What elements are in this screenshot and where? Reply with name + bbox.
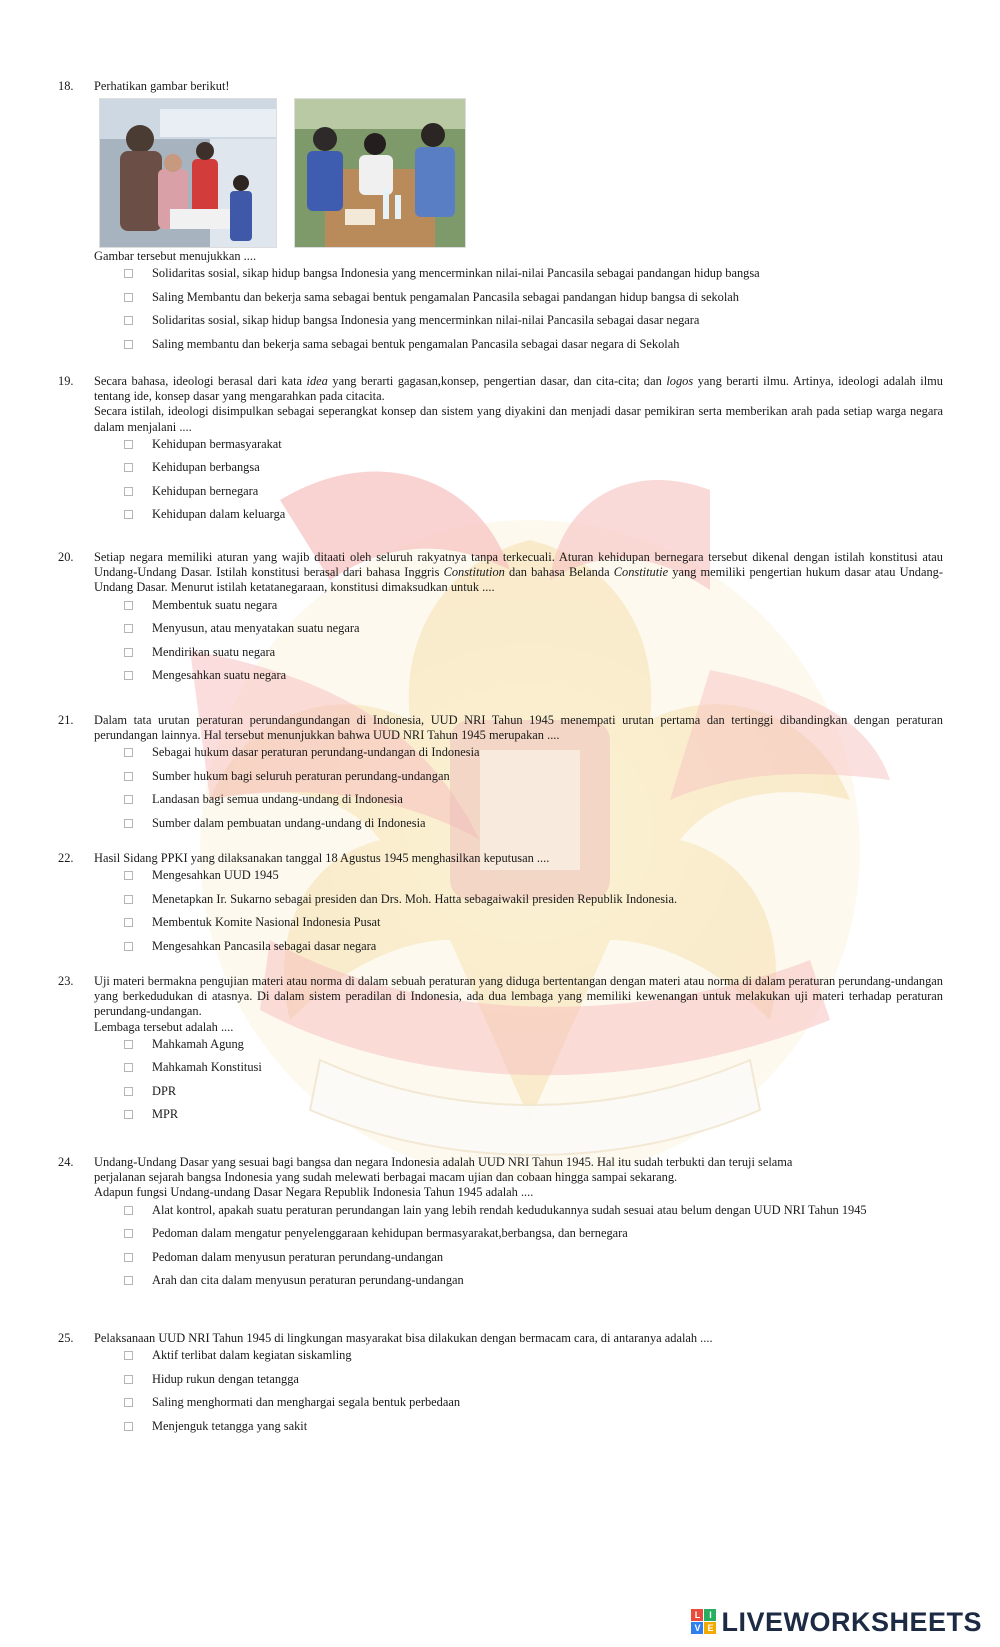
option-a[interactable] bbox=[94, 745, 943, 760]
option-label: Mendirikan suatu negara bbox=[152, 644, 276, 659]
checkbox[interactable] bbox=[124, 1206, 133, 1215]
question-text: Undang-Undang Dasar yang sesuai bagi bangsa dan negara Indonesia adalah UUD NRI Tahun 1945. Hal itu sudah terbukti dan teruji selama bbox=[94, 1155, 793, 1169]
checkbox[interactable] bbox=[124, 510, 133, 519]
option-label: Landasan bagi semua undang-undang di Indonesia bbox=[152, 792, 403, 807]
option-a[interactable] bbox=[94, 1037, 943, 1052]
checkbox[interactable] bbox=[124, 624, 133, 633]
option-a[interactable] bbox=[94, 1348, 943, 1363]
option-label: Pedoman dalam menyusun peraturan perundang-undangan bbox=[152, 1249, 444, 1264]
checkbox[interactable] bbox=[124, 1110, 133, 1119]
option-c[interactable] bbox=[94, 484, 943, 499]
option-label: Arah dan cita dalam menyusun peraturan perundang-undangan bbox=[152, 1273, 464, 1288]
question-20 bbox=[58, 550, 943, 692]
option-label: Membentuk Komite Nasional Indonesia Pusat bbox=[152, 915, 381, 930]
option-label: Kehidupan bermasyarakat bbox=[152, 436, 282, 451]
option-a[interactable] bbox=[94, 868, 943, 883]
checkbox[interactable] bbox=[124, 1040, 133, 1049]
checkbox[interactable] bbox=[124, 316, 133, 325]
question-text: Pelaksanaan UUD NRI Tahun 1945 di lingkungan masyarakat bisa dilakukan dengan bermacam cara, di antaranya adalah .... bbox=[94, 1331, 713, 1345]
checkbox[interactable] bbox=[124, 1063, 133, 1072]
question-text: Adapun fungsi Undang-undang Dasar Negara Republik Indonesia Tahun 1945 adalah .... bbox=[94, 1185, 534, 1200]
option-b[interactable] bbox=[94, 1226, 943, 1241]
question-text: Dalam tata urutan peraturan perundangundangan di Indonesia, UUD NRI Tahun 1945 menempati urutan pertama dan tertinggi dibandingkan dengan peraturan perundangan lainnya. Hal tersebut menunjukkan bahwa UUD NRI Tahun 1945 merupakan .... bbox=[94, 713, 943, 743]
question-number: 19. bbox=[58, 374, 74, 388]
question-21 bbox=[58, 713, 943, 839]
option-c[interactable] bbox=[94, 1250, 943, 1265]
option-label: Saling Membantu dan bekerja sama sebagai bentuk pengamalan Pancasila sebagai pandangan hidup bangsa di sekolah bbox=[152, 289, 739, 304]
checkbox[interactable] bbox=[124, 440, 133, 449]
option-b[interactable] bbox=[94, 769, 943, 784]
options-list bbox=[94, 1037, 943, 1123]
option-d[interactable] bbox=[94, 1419, 943, 1434]
checkbox[interactable] bbox=[124, 772, 133, 781]
checkbox[interactable] bbox=[124, 1398, 133, 1407]
question-text: Gambar tersebut menujukkan .... bbox=[94, 249, 257, 263]
question-text: Setiap negara memiliki aturan yang wajib ditaati oleh seluruh rakyatnya tanpa terkecuali. Aturan kehidupan bernegara tersebut dikenal dengan istilah konstitusi atau Undang-Undang Dasar. Istilah konstitusi berasal dari bahasa Inggris Constitution dan bahasa Belanda Constitutie yang memiliki pengertian hukum dasar atau Undang-Undang Dasar. Menurut istilah ketatanegaraan, konstitusi dimaksudkan untuk .... bbox=[94, 550, 943, 595]
liveworksheets-logo[interactable] bbox=[691, 1607, 982, 1637]
option-d[interactable] bbox=[94, 939, 943, 954]
option-label: Membentuk suatu negara bbox=[152, 597, 278, 612]
option-b[interactable] bbox=[94, 460, 943, 475]
option-label: Hidup rukun dengan tetangga bbox=[152, 1371, 299, 1386]
options-list bbox=[94, 1203, 943, 1289]
option-label: Sumber hukum bagi seluruh peraturan perundang-undangan bbox=[152, 768, 450, 783]
option-d[interactable] bbox=[94, 1273, 943, 1288]
options-list bbox=[94, 598, 943, 684]
checkbox[interactable] bbox=[124, 1351, 133, 1360]
question-24 bbox=[58, 1155, 943, 1297]
question-23 bbox=[58, 974, 943, 1131]
option-label: Menetapkan Ir. Sukarno sebagai presiden dan Drs. Moh. Hatta sebagaiwakil presiden Republik Indonesia. bbox=[152, 891, 678, 906]
option-a[interactable] bbox=[94, 598, 943, 613]
option-b[interactable] bbox=[94, 1060, 943, 1075]
question-text: perjalanan sejarah bangsa Indonesia yang sudah melewati berbagai macam ujian dan cobaan hingga sampai sekarang. bbox=[94, 1170, 678, 1185]
option-b[interactable] bbox=[94, 1372, 943, 1387]
checkbox[interactable] bbox=[124, 895, 133, 904]
option-label: Mengesahkan suatu negara bbox=[152, 668, 287, 683]
option-b[interactable] bbox=[94, 621, 943, 636]
option-label: Menjenguk tetangga yang sakit bbox=[152, 1418, 308, 1433]
option-label: DPR bbox=[152, 1083, 177, 1098]
checkbox[interactable] bbox=[124, 1375, 133, 1384]
option-label: Mahkamah Agung bbox=[152, 1036, 244, 1051]
checkbox[interactable] bbox=[124, 487, 133, 496]
option-label: Solidaritas sosial, sikap hidup bangsa Indonesia yang mencerminkan nilai-nilai Pancasila sebagai dasar negara bbox=[152, 313, 700, 328]
question-number: 24. bbox=[58, 1155, 74, 1169]
question-18-prompt bbox=[58, 249, 943, 360]
checkbox[interactable] bbox=[124, 269, 133, 278]
option-c[interactable] bbox=[94, 792, 943, 807]
option-c[interactable] bbox=[94, 1395, 943, 1410]
option-label: Pedoman dalam mengatur penyelenggaraan kehidupan bermasyarakat,berbangsa, dan bernegara bbox=[152, 1226, 628, 1241]
option-label: Kehidupan berbangsa bbox=[152, 460, 260, 475]
option-b[interactable] bbox=[94, 892, 943, 907]
options-list bbox=[94, 266, 943, 352]
checkbox[interactable] bbox=[124, 819, 133, 828]
checkbox[interactable] bbox=[124, 648, 133, 657]
option-a[interactable] bbox=[94, 1203, 943, 1218]
question-19 bbox=[58, 374, 943, 531]
checkbox[interactable] bbox=[124, 293, 133, 302]
checkbox[interactable] bbox=[124, 463, 133, 472]
question-text: Lembaga tersebut adalah .... bbox=[94, 1019, 234, 1034]
checkbox[interactable] bbox=[124, 1087, 133, 1096]
option-a[interactable] bbox=[94, 437, 943, 452]
option-label: Saling menghormati dan menghargai segala bentuk perbedaan bbox=[152, 1395, 461, 1410]
option-label: Kehidupan bernegara bbox=[152, 483, 259, 498]
checkbox[interactable] bbox=[124, 942, 133, 951]
option-label: Solidaritas sosial, sikap hidup bangsa Indonesia yang mencerminkan nilai-nilai Pancasila sebagai pandangan hidup bangsa bbox=[152, 266, 760, 281]
logo-text: LIVEWORKSHEETS bbox=[721, 1606, 982, 1637]
option-d[interactable] bbox=[94, 816, 943, 831]
option-label: Saling membantu dan bekerja sama sebagai bentuk pengamalan Pancasila sebagai dasar negara di Sekolah bbox=[152, 336, 680, 351]
question-text: Secara istilah, ideologi disimpulkan sebagai seperangkat konsep dan sistem yang diyakini dan menjadi dasar pemikiran serta memberikan arah pada setiap warga negara dalam menjalani .... bbox=[94, 404, 943, 434]
question-text: Hasil Sidang PPKI yang dilaksanakan tanggal 18 Agustus 1945 menghasilkan keputusan .... bbox=[94, 851, 550, 865]
question-number: 18. bbox=[58, 79, 74, 93]
option-label: Mahkamah Konstitusi bbox=[152, 1060, 262, 1075]
question-number: 20. bbox=[58, 550, 74, 564]
question-text: Secara bahasa, ideologi berasal dari kata idea yang berarti gagasan,konsep, pengertian dasar, dan cita-cita; dan logos yang berarti ilmu. Artinya, ideologi adalah ilmu tentang ide, konsep dasar yang mengarahkan pada citacita. bbox=[94, 374, 943, 404]
checkbox[interactable] bbox=[124, 1276, 133, 1285]
checkbox[interactable] bbox=[124, 871, 133, 880]
option-label: Sebagai hukum dasar peraturan perundang-undangan di Indonesia bbox=[152, 745, 480, 760]
question-text: Uji materi bermakna pengujian materi atau norma di dalam sebuah peraturan yang diduga bertentangan dengan materi atau norma di dalam peraturan perundang-undangan yang berkedudukan di atasnya. Di dalam sistem peradilan di Indonesia, ada dua lembaga yang memiliki kewenangan untuk melakukan uji materi terhadap peraturan perundang-undangan. bbox=[94, 974, 943, 1019]
option-d[interactable] bbox=[94, 337, 943, 352]
option-label: Sumber dalam pembuatan undang-undang di Indonesia bbox=[152, 815, 426, 830]
option-c[interactable] bbox=[94, 915, 943, 930]
checkbox[interactable] bbox=[124, 918, 133, 927]
option-label: Kehidupan dalam keluarga bbox=[152, 507, 286, 522]
option-label: Mengesahkan UUD 1945 bbox=[152, 868, 279, 883]
options-list bbox=[94, 745, 943, 831]
option-label: MPR bbox=[152, 1107, 179, 1122]
option-d[interactable] bbox=[94, 1107, 943, 1122]
question-18 bbox=[58, 79, 943, 94]
option-d[interactable] bbox=[94, 668, 943, 683]
question-25 bbox=[58, 1331, 943, 1442]
checkbox[interactable] bbox=[124, 795, 133, 804]
option-label: Alat kontrol, apakah suatu peraturan perundangan lain yang lebih rendah kedudukannya sudah sesuai atau belum dengan UUD NRI Tahun 1945 bbox=[152, 1202, 867, 1217]
question-text: Perhatikan gambar berikut! bbox=[94, 79, 230, 93]
question-number: 21. bbox=[58, 713, 74, 727]
liveworksheets-logo-icon: L I V E bbox=[691, 1609, 717, 1635]
option-c[interactable] bbox=[94, 1084, 943, 1099]
question-number: 25. bbox=[58, 1331, 74, 1345]
checkbox[interactable] bbox=[124, 1229, 133, 1238]
option-c[interactable] bbox=[94, 313, 943, 328]
option-a[interactable] bbox=[94, 266, 943, 281]
option-label: Aktif terlibat dalam kegiatan siskamling bbox=[152, 1348, 352, 1363]
checkbox[interactable] bbox=[124, 671, 133, 680]
photo-students-cooperating bbox=[294, 98, 466, 248]
checkbox[interactable] bbox=[124, 1253, 133, 1262]
checkbox[interactable] bbox=[124, 601, 133, 610]
checkbox[interactable] bbox=[124, 340, 133, 349]
question-22 bbox=[58, 851, 943, 962]
question-number: 23. bbox=[58, 974, 74, 988]
options-list bbox=[94, 437, 943, 523]
question-number: 22. bbox=[58, 851, 74, 865]
option-label: Menyusun, atau menyatakan suatu negara bbox=[152, 621, 360, 636]
checkbox[interactable] bbox=[124, 748, 133, 757]
option-d[interactable] bbox=[94, 507, 943, 522]
option-b[interactable] bbox=[94, 290, 943, 305]
checkbox[interactable] bbox=[124, 1422, 133, 1431]
options-list bbox=[94, 868, 943, 954]
options-list bbox=[94, 1348, 943, 1434]
option-c[interactable] bbox=[94, 645, 943, 660]
option-label: Mengesahkan Pancasila sebagai dasar negara bbox=[152, 938, 377, 953]
photo-community-aid bbox=[99, 98, 277, 248]
